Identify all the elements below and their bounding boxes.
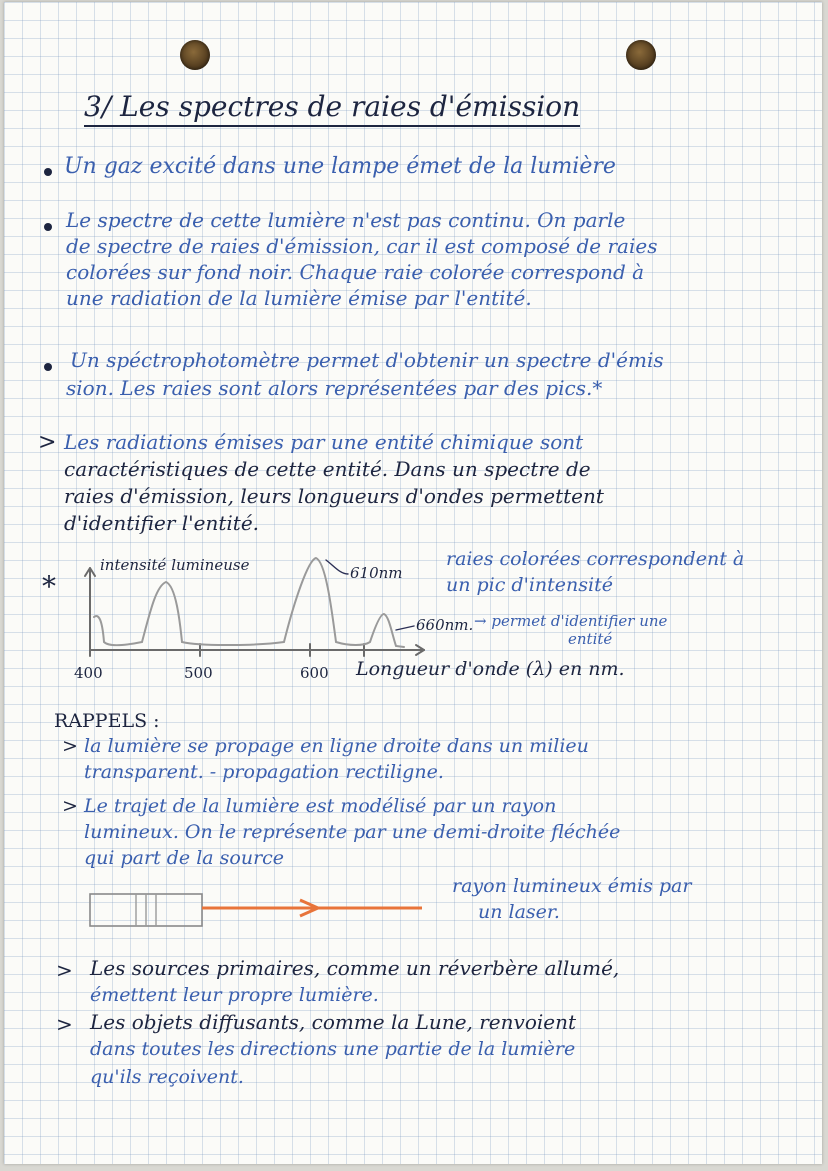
source-line: Les objets diffusants, comme la Lune, renvoient bbox=[90, 1010, 577, 1034]
source-line: émettent leur propre lumière. bbox=[90, 984, 379, 1006]
note-line: raies d'émission, leurs longueurs d'ondes permettent bbox=[64, 484, 604, 508]
bullet-3-line: sion. Les raies sont alors représentées par des pics.* bbox=[66, 376, 603, 400]
note-line: Les radiations émises par une entité chimique sont bbox=[64, 430, 584, 454]
page-title: 3/ Les spectres de raies d'émission bbox=[84, 90, 580, 127]
rappel-line: Le trajet de la lumière est modélisé par un rayon bbox=[84, 795, 557, 817]
tick-label: 600 bbox=[300, 664, 329, 682]
source-line: dans toutes les directions une partie de la lumière bbox=[90, 1038, 576, 1060]
peak-label-660: 660nm. bbox=[416, 616, 474, 634]
notebook-page bbox=[4, 2, 822, 1164]
rappels-heading: RAPPELS : bbox=[54, 710, 160, 732]
bullet-2-line: Le spectre de cette lumière n'est pas continu. On parle bbox=[66, 208, 626, 232]
arrow-note-continued: entité bbox=[568, 630, 613, 648]
asterisk-mark: * bbox=[42, 570, 56, 603]
note-line: caractéristiques de cette entité. Dans un spectre de bbox=[64, 457, 591, 481]
source-line: qu'ils reçoivent. bbox=[90, 1066, 244, 1088]
y-axis-label: intensité lumineuse bbox=[100, 556, 250, 574]
tick-label: 400 bbox=[74, 664, 103, 682]
x-axis-label: Longueur d'onde (λ) en nm. bbox=[356, 658, 625, 680]
bullet-1-line: Un gaz excité dans une lampe émet de la lumière bbox=[64, 154, 616, 179]
laser-caption-line: un laser. bbox=[478, 901, 560, 923]
source-marker: > bbox=[56, 958, 73, 982]
rappel-line: lumineux. On le représente par une demi-droite fléchée bbox=[84, 821, 621, 843]
bullet-3-line: Un spéctrophotomètre permet d'obtenir un spectre d'émis bbox=[70, 348, 664, 372]
arrow-note: → permet d'identifier une bbox=[474, 612, 668, 630]
note-marker: > bbox=[38, 430, 57, 455]
rappel-line: qui part de la source bbox=[84, 847, 285, 869]
bullet-2-line: une radiation de la lumière émise par l'entité. bbox=[66, 286, 532, 310]
peak-label-610: 610nm bbox=[350, 564, 403, 582]
source-line: Les sources primaires, comme un réverbère allumé, bbox=[90, 956, 620, 980]
rappel-marker: > bbox=[62, 735, 78, 757]
side-note-line: raies colorées correspondent à bbox=[446, 548, 745, 570]
source-marker: > bbox=[56, 1012, 73, 1036]
bullet-2-line: colorées sur fond noir. Chaque raie colorée correspond à bbox=[66, 260, 645, 284]
side-note-line: un pic d'intensité bbox=[446, 574, 613, 596]
rappel-line: la lumière se propage en ligne droite dans un milieu bbox=[84, 735, 589, 757]
bullet-2-line: de spectre de raies d'émission, car il est composé de raies bbox=[66, 234, 658, 258]
note-line: d'identifier l'entité. bbox=[64, 511, 260, 535]
laser-caption-line: rayon lumineux émis par bbox=[452, 875, 692, 897]
rappel-line: transparent. - propagation rectiligne. bbox=[84, 761, 444, 783]
rappel-marker: > bbox=[62, 795, 78, 817]
tick-label: 500 bbox=[184, 664, 213, 682]
